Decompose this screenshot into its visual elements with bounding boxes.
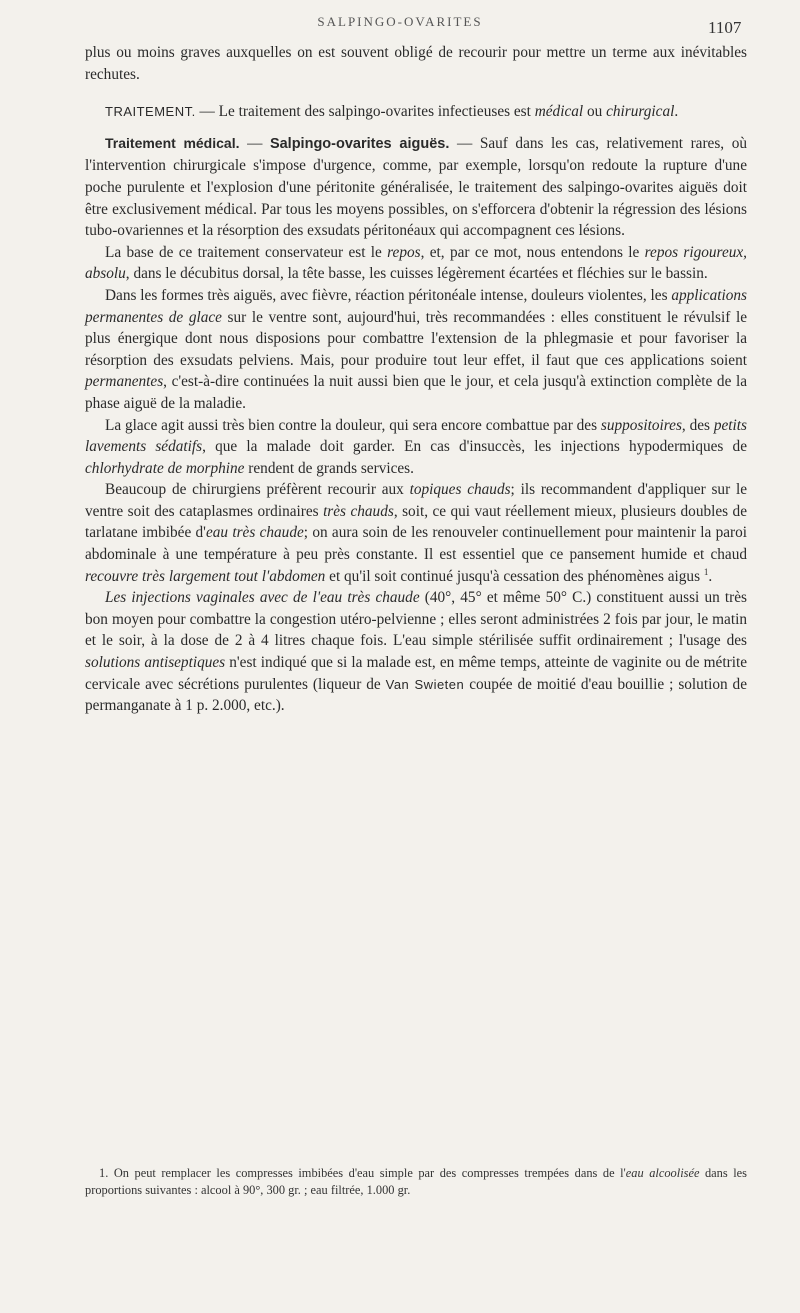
footnote-marker: 1 <box>703 566 709 577</box>
section-heading-traitement: TRAITEMENT. <box>105 104 196 120</box>
running-title: SALPINGO-OVARITES <box>317 14 483 29</box>
paragraph-injections-vaginales: Les injections vaginales avec de l'eau très chaude (40°, 45° et même 50° C.) constituent aussi un très bon moyen pour combattre la congestion utéro-pelvienne ; elles seront administrées 2 fois par jour, le matin et le soir, à la dose de 2 à 4 litres chaque fois. L'eau simple stérilisée suffit ordinairement ; l'usage des solutions antiseptiques n'est indiqué que si la malade est, en même temps, atteinte de vaginite ou de métrite cervicale avec sécrétions purulentes (liqueur de Van Swieten coupée de moitié d'eau bouillie ; solution de permanganate à 1 p. 2.000, etc.). <box>85 589 748 715</box>
paragraph-glace: Dans les formes très aiguës, avec fièvre, réaction péritonéale intense, douleurs violentes, les applications permanentes de glace sur le ventre sont, aujourd'hui, très recommandées : elles constituent le révulsif le plus énergique dont nous disposions pour combattre l'extension de la phlegmasie et pour favoriser la résorption des exsudats pelviens. Mais, pour produire tout leur effet, il faut que ces applications soient permanentes, c'est-à-dire continuées la nuit aussi bien que le jour, et cela jusqu'à extinction complète de la phase aiguë de la maladie. <box>85 286 747 412</box>
body-text <box>85 42 747 717</box>
paragraph-traitement-medical: Traitement médical. — Salpingo-ovarites aiguës. — Sauf dans les cas, relativement rares, où l'intervention chirurgicale s'impose d'urgence, comme, par exemple, lorsqu'on redoute la rupture d'une poche purulente et l'explosion d'une péritonite généralisée, le traitement des salpingo-ovarites aiguës doit être exclusivement médical. Par tous les moyens possibles, on s'efforcera d'obtenir la régression des lésions tubo-ovariennes et la résorption des exsudats péritonéaux qui accompagnent ces lésions. <box>85 134 747 240</box>
subsection-heading-salpingo-ovarites-aigues: Salpingo-ovarites aiguës. <box>269 135 450 152</box>
footnote: 1. On peut remplacer les compresses imbibées d'eau simple par des compresses trempées dans de l'eau alcoolisée dans les proportions suivantes : alcool à 90°, 300 gr. ; eau filtrée, 1.000 gr. <box>85 1166 747 1197</box>
paragraph-repos: La base de ce traitement conservateur est le repos, et, par ce mot, nous entendons le repos rigoureux, absolu, dans le décubitus dorsal, la tête basse, les cuisses légèrement écartées et fléchies sur le bassin. <box>85 243 747 283</box>
paragraph-douleur: La glace agit aussi très bien contre la douleur, qui sera encore combattue par des suppositoires, des petits lavements sédatifs, que la malade doit garder. En cas d'insuccès, les injections hypodermiques de chlorhydrate de morphine rendent de grands services. <box>85 416 747 477</box>
paragraph-topiques-chauds: Beaucoup de chirurgiens préfèrent recourir aux topiques chauds; ils recommandent d'appliquer sur le ventre soit des cataplasmes ordinaires très chauds, soit, ce qui vaut réellement mieux, plusieurs doubles de tarlatane imbibée d'eau très chaude; on aura soin de les renouveler continuellement pour maintenir la paroi abdominale à une température à peu près constante. Il est essentiel que ce pansement humide et chaud recouvre très largement tout l'abdomen et qu'il soit continué jusqu'à cessation des phénomènes aigus $^1$. <box>85 481 748 585</box>
footnote-number: 1. <box>99 1166 109 1180</box>
subsection-heading-traitement-medical: Traitement médical. <box>105 134 240 151</box>
paragraph-treatment-intro: TRAITEMENT. — Le traitement des salpingo-ovarites infectieuses est médical ou chirurgical. <box>105 103 679 121</box>
paragraph-continuation: plus ou moins graves auxquelles on est souvent obligé de recourir pour mettre un terme aux inévitables rechutes. <box>85 44 747 83</box>
page-number: 1107 <box>708 18 742 37</box>
